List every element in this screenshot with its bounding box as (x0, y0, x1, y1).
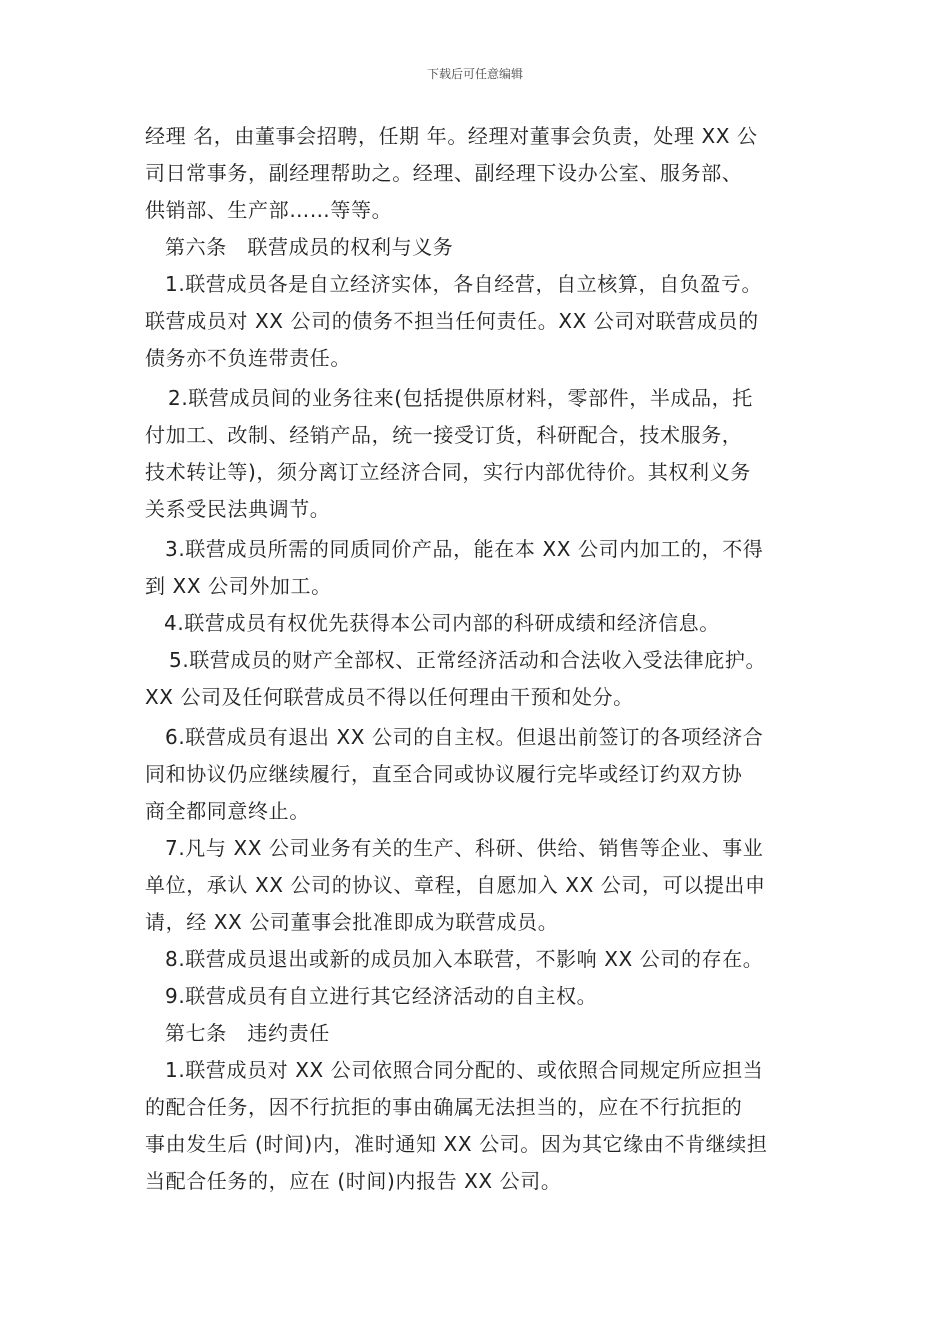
text-line: 9.联营成员有自立进行其它经济活动的自主权。 (165, 984, 598, 1008)
text-line: 5.联营成员的财产全部权、正常经济活动和合法收入受法律庇护。 (169, 648, 767, 672)
text-line: 请，经 XX 公司董事会批准即成为联营成员。 (145, 910, 559, 934)
clause-6-2 (145, 380, 810, 528)
clause-6-1 (145, 266, 810, 377)
text-line: 4.联营成员有权优先获得本公司内部的科研成绩和经济信息。 (164, 611, 720, 635)
clause-6-6 (145, 719, 810, 830)
text-line: XX 公司及任何联营成员不得以任何理由干预和处分。 (145, 685, 634, 709)
article-7-heading (145, 1015, 810, 1052)
text-line: 供销部、生产部……等等。 (145, 198, 393, 222)
text-line: 经理 名，由董事会招聘，任期 年。经理对董事会负责，处理 XX 公 (145, 124, 758, 148)
clause-6-7 (145, 830, 810, 941)
clause-6-4 (145, 605, 810, 642)
text-line: 1.联营成员对 XX 公司依照合同分配的、或依照合同规定所应担当 (165, 1058, 764, 1082)
section-heading: 第七条 违约责任 (165, 1021, 330, 1045)
text-line: 到 XX 公司外加工。 (145, 574, 332, 598)
clause-6-8 (145, 941, 810, 978)
text-line: 2.联营成员间的业务往来(包括提供原材料，零部件，半成品，托 (168, 386, 753, 410)
text-line: 3.联营成员所需的同质同价产品，能在本 XX 公司内加工的，不得 (165, 537, 764, 561)
text-line: 的配合任务，因不行抗拒的事由确属无法担当的，应在不行抗拒的 (145, 1095, 743, 1119)
text-line: 6.联营成员有退出 XX 公司的自主权。但退出前签订的各项经济合 (165, 725, 764, 749)
text-line: 同和协议仍应继续履行，直至合同或协议履行完毕或经订约双方协 (145, 762, 743, 786)
text-line: 联营成员对 XX 公司的债务不担当任何责任。XX 公司对联营成员的 (145, 309, 759, 333)
text-line: 司日常事务，副经理帮助之。经理、副经理下设办公室、服务部、 (145, 161, 743, 185)
document-body (145, 118, 810, 1200)
text-line: 1.联营成员各是自立经济实体，各自经营，自立核算，自负盈亏。 (165, 272, 763, 296)
clause-6-9 (145, 978, 810, 1015)
clause-6-5 (145, 642, 810, 716)
text-line: 技术转让等)，须分离订立经济合同，实行内部优待价。其权利义务 (145, 460, 751, 484)
section-heading: 第六条 联营成员的权利与义务 (165, 235, 454, 259)
text-line: 商全都同意终止。 (145, 799, 310, 823)
text-line: 当配合任务的，应在 (时间)内报告 XX 公司。 (145, 1169, 562, 1193)
paragraph-manager (145, 118, 810, 229)
page-header: 下载后可任意编辑 (426, 67, 523, 81)
text-line: 事由发生后 (时间)内，准时通知 XX 公司。因为其它缘由不肯继续担 (145, 1132, 768, 1156)
text-line: 债务亦不负连带责任。 (145, 346, 351, 370)
text-line: 付加工、改制、经销产品，统一接受订货，科研配合，技术服务， (145, 423, 743, 447)
text-line: 8.联营成员退出或新的成员加入本联营，不影响 XX 公司的存在。 (165, 947, 764, 971)
text-line: 7.凡与 XX 公司业务有关的生产、科研、供给、销售等企业、事业 (165, 836, 764, 860)
clause-6-3 (145, 531, 810, 605)
clause-7-1 (145, 1052, 810, 1200)
article-6-heading (145, 229, 810, 266)
text-line: 关系受民法典调节。 (145, 497, 331, 521)
text-line: 单位，承认 XX 公司的协议、章程，自愿加入 XX 公司，可以提出申 (145, 873, 766, 897)
